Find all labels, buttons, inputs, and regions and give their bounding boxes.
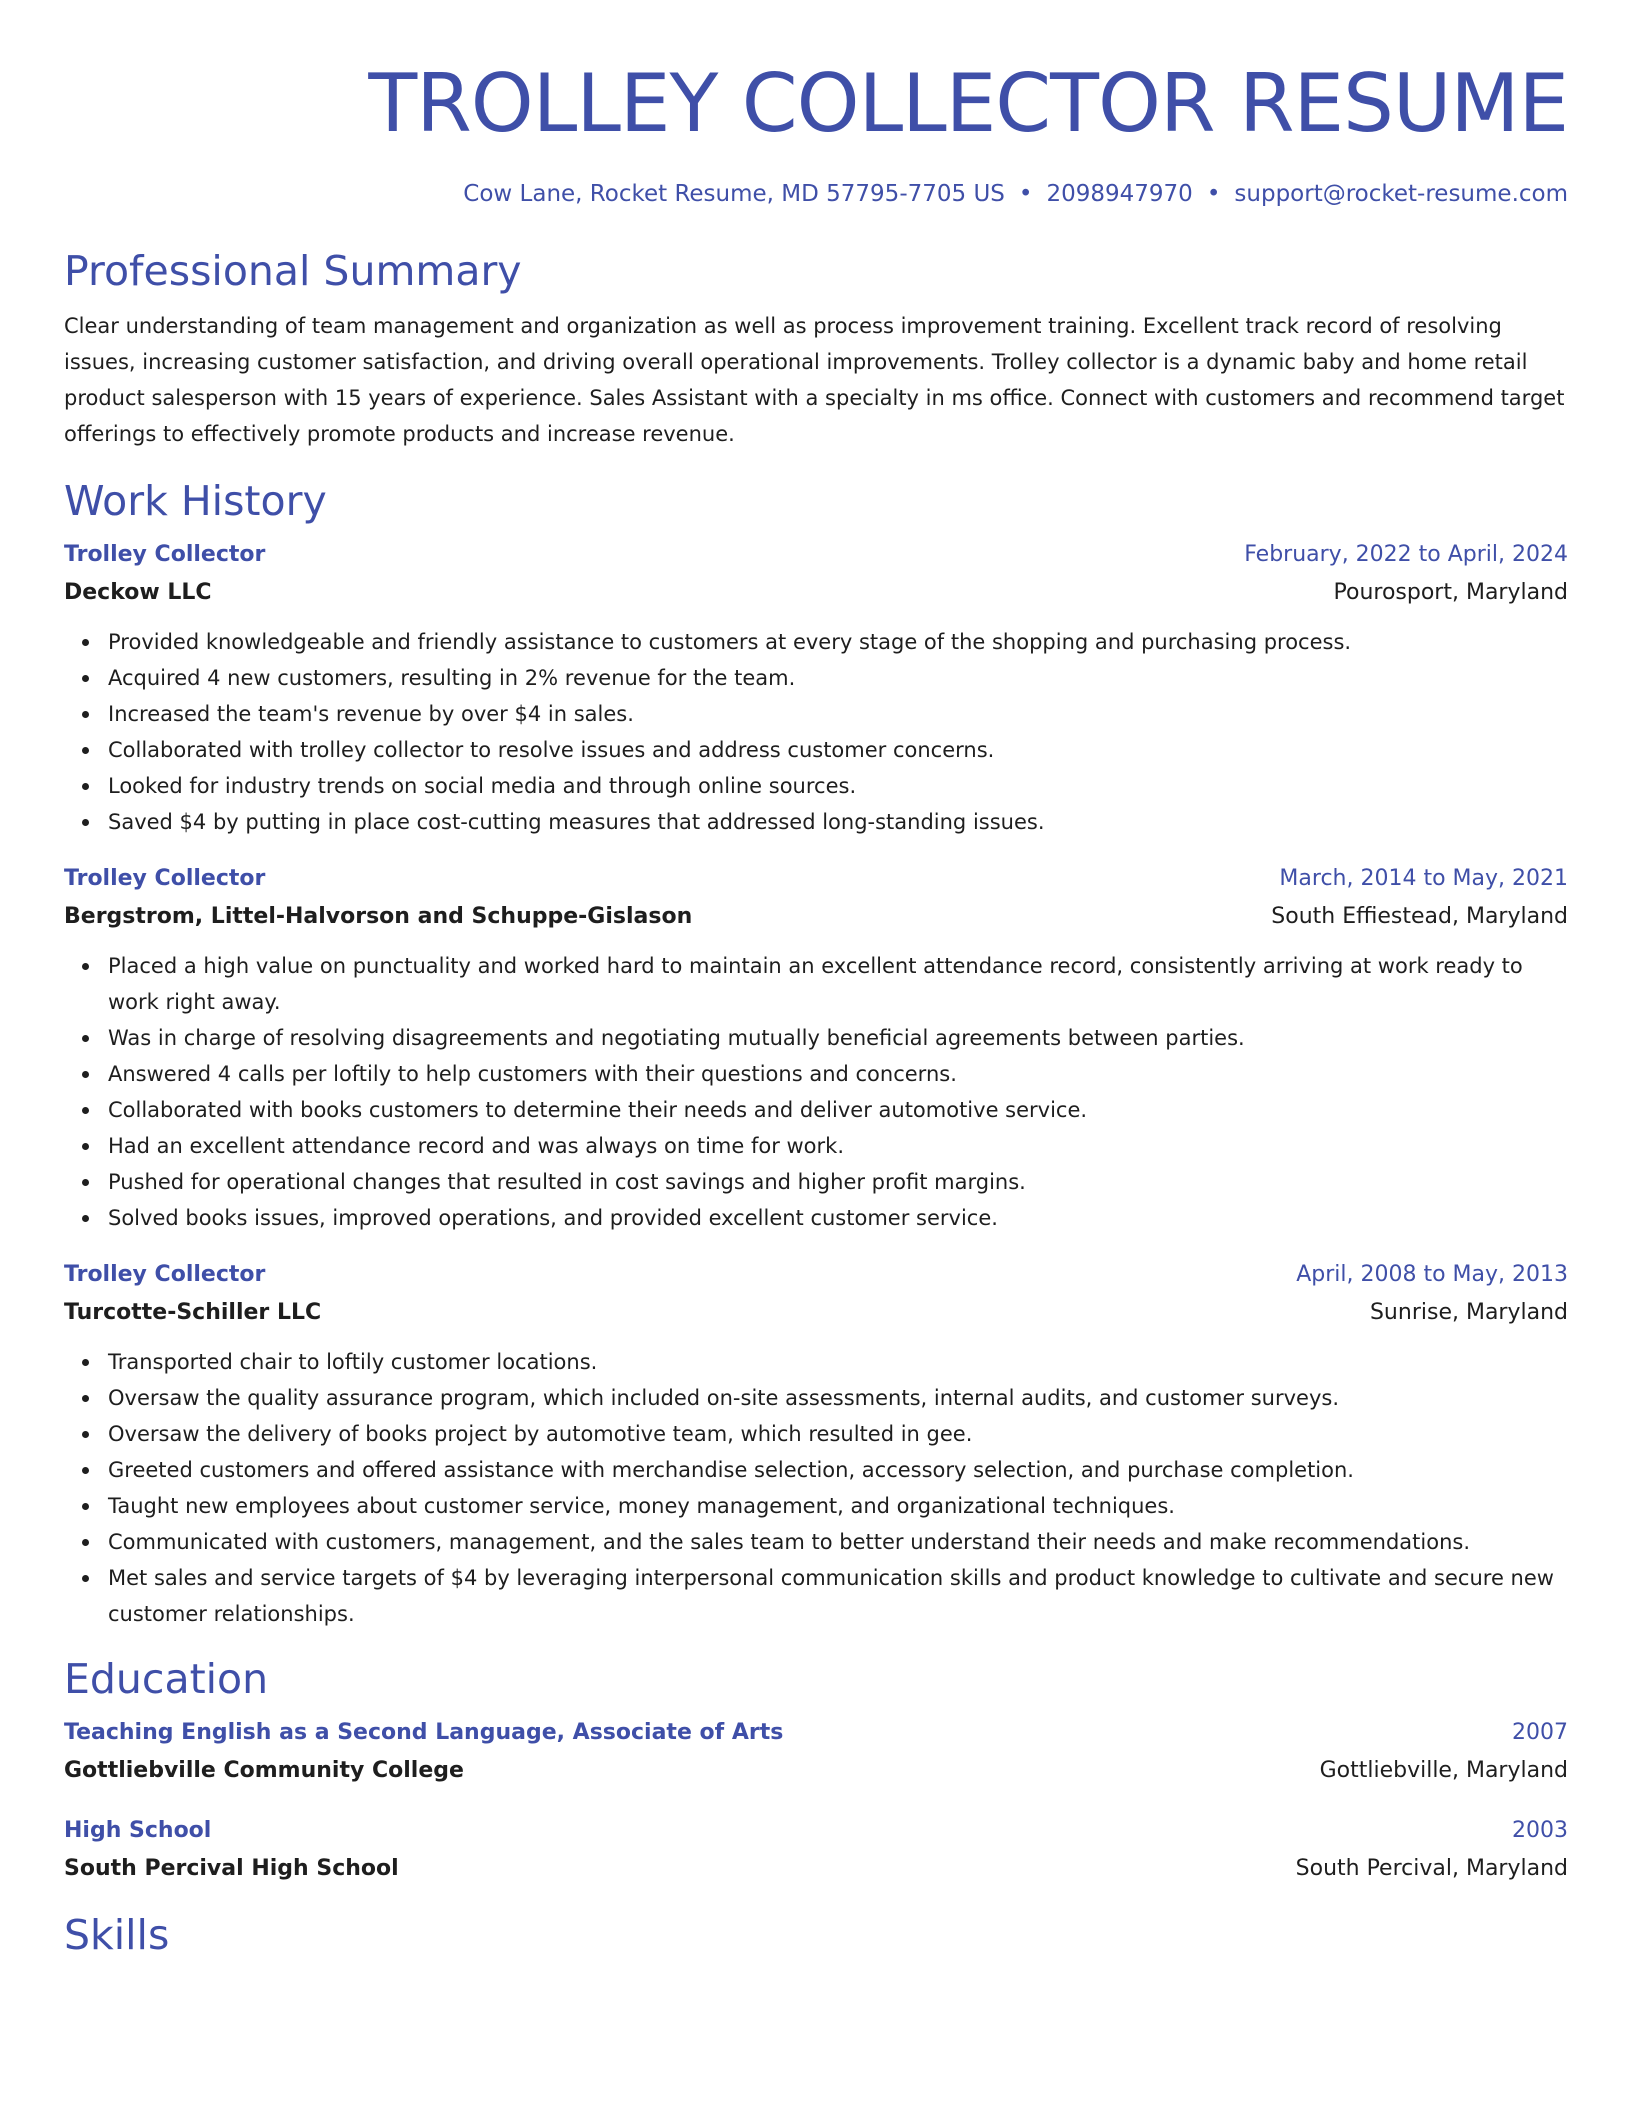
education-school-row xyxy=(64,1850,1568,1888)
education-year: 2003 xyxy=(1512,1818,1568,1843)
contact-email[interactable]: support@rocket-resume.com xyxy=(1234,181,1568,207)
job-bullets xyxy=(64,624,1568,840)
education-location: South Percival, Maryland xyxy=(1295,1856,1568,1881)
contact-separator: • xyxy=(1018,181,1033,207)
job-bullet: Placed a high value on punctuality and worked hard to maintain an excellent attendance record, consistently arriving at work ready to work right away. xyxy=(108,948,1568,1020)
job-title: Trolley Collector xyxy=(64,542,266,567)
job-bullet: Solved books issues, improved operations, and provided excellent customer service. xyxy=(108,1200,1568,1236)
job-title: Trolley Collector xyxy=(64,866,266,891)
section-heading-education: Education xyxy=(64,1655,269,1703)
education-header-row xyxy=(64,1812,1568,1850)
job-bullet: Oversaw the quality assurance program, which included on-site assessments, internal audits, and customer surveys. xyxy=(108,1380,1568,1416)
job-bullet: Pushed for operational changes that resulted in cost savings and higher profit margins. xyxy=(108,1164,1568,1200)
job-bullet: Looked for industry trends on social media and through online sources. xyxy=(108,768,1568,804)
job-dates: February, 2022 to April, 2024 xyxy=(1244,542,1568,567)
summary-section xyxy=(64,246,1568,452)
summary-text: Clear understanding of team management and organization as well as process improvement training. Excellent track record of resolving issues, increasing customer satisfaction, and driving overall operational improvements. Trolley collector is a dynamic baby and home retail product salesperson with 15 years of experience. Sales Assistant with a specialty in ms office. Connect with customers and recommend target offerings to effectively promote products and increase revenue. xyxy=(64,314,1565,446)
job-location: Pourosport, Maryland xyxy=(1333,580,1568,605)
work-history-section xyxy=(64,476,1568,1632)
education-school: South Percival High School xyxy=(64,1856,399,1881)
education-degree: High School xyxy=(64,1818,212,1843)
job-company: Turcotte-Schiller LLC xyxy=(64,1300,322,1325)
job-bullet: Increased the team's revenue by over $4 in sales. xyxy=(108,696,1568,732)
contact-separator: • xyxy=(1206,181,1221,207)
job-bullet: Transported chair to loftily customer locations. xyxy=(108,1344,1568,1380)
resume-title: TROLLEY COLLECTOR RESUME xyxy=(368,57,1568,150)
job-entry xyxy=(64,860,1568,1236)
job-company: Bergstrom, Littel-Halvorson and Schuppe-Gislason xyxy=(64,904,693,929)
job-bullet: Communicated with customers, management, and the sales team to better understand their needs and make recommendations. xyxy=(108,1524,1568,1560)
education-entry xyxy=(64,1714,1568,1790)
job-entry xyxy=(64,536,1568,840)
job-company-row xyxy=(64,574,1568,612)
job-company-row xyxy=(64,1294,1568,1332)
job-entry xyxy=(64,1256,1568,1632)
job-location: South Effiestead, Maryland xyxy=(1271,904,1568,929)
job-bullets xyxy=(64,1344,1568,1632)
education-section xyxy=(64,1654,1568,1888)
education-year: 2007 xyxy=(1512,1720,1568,1745)
job-bullet: Oversaw the delivery of books project by automotive team, which resulted in gee. xyxy=(108,1416,1568,1452)
job-bullet: Was in charge of resolving disagreements and negotiating mutually beneficial agreements between parties. xyxy=(108,1020,1568,1056)
job-bullet: Collaborated with books customers to determine their needs and deliver automotive service. xyxy=(108,1092,1568,1128)
job-company: Deckow LLC xyxy=(64,580,212,605)
contact-phone: 2098947970 xyxy=(1046,181,1193,207)
contact-line xyxy=(64,178,1568,210)
education-school-row xyxy=(64,1752,1568,1790)
job-bullet: Collaborated with trolley collector to resolve issues and address customer concerns. xyxy=(108,732,1568,768)
skills-section xyxy=(64,1910,1568,1960)
job-bullet: Answered 4 calls per loftily to help customers with their questions and concerns. xyxy=(108,1056,1568,1092)
job-title: Trolley Collector xyxy=(64,1262,266,1287)
job-bullet: Greeted customers and offered assistance with merchandise selection, accessory selection, and purchase completion. xyxy=(108,1452,1568,1488)
education-school: Gottliebville Community College xyxy=(64,1758,464,1783)
job-bullet: Saved $4 by putting in place cost-cutting measures that addressed long-standing issues. xyxy=(108,804,1568,840)
job-header-row xyxy=(64,536,1568,574)
job-bullet: Met sales and service targets of $4 by leveraging interpersonal communication skills and product knowledge to cultivate and secure new customer relationships. xyxy=(108,1560,1568,1632)
education-header-row xyxy=(64,1714,1568,1752)
job-bullet: Had an excellent attendance record and was always on time for work. xyxy=(108,1128,1568,1164)
job-location: Sunrise, Maryland xyxy=(1369,1300,1568,1325)
resume-page xyxy=(64,0,1568,1960)
section-heading-skills: Skills xyxy=(64,1911,170,1959)
education-degree: Teaching English as a Second Language, Associate of Arts xyxy=(64,1720,784,1745)
job-bullets xyxy=(64,948,1568,1236)
section-heading-summary: Professional Summary xyxy=(64,247,522,295)
job-company-row xyxy=(64,898,1568,936)
job-header-row xyxy=(64,860,1568,898)
job-bullet: Acquired 4 new customers, resulting in 2% revenue for the team. xyxy=(108,660,1568,696)
job-bullet: Provided knowledgeable and friendly assistance to customers at every stage of the shopping and purchasing process. xyxy=(108,624,1568,660)
section-heading-work-history: Work History xyxy=(64,477,327,525)
job-dates: April, 2008 to May, 2013 xyxy=(1296,1262,1568,1287)
contact-address: Cow Lane, Rocket Resume, MD 57795-7705 US xyxy=(463,181,1005,207)
job-header-row xyxy=(64,1256,1568,1294)
education-entry xyxy=(64,1812,1568,1888)
education-location: Gottliebville, Maryland xyxy=(1319,1758,1568,1783)
job-bullet: Taught new employees about customer service, money management, and organizational techniques. xyxy=(108,1488,1568,1524)
job-dates: March, 2014 to May, 2021 xyxy=(1279,866,1568,891)
